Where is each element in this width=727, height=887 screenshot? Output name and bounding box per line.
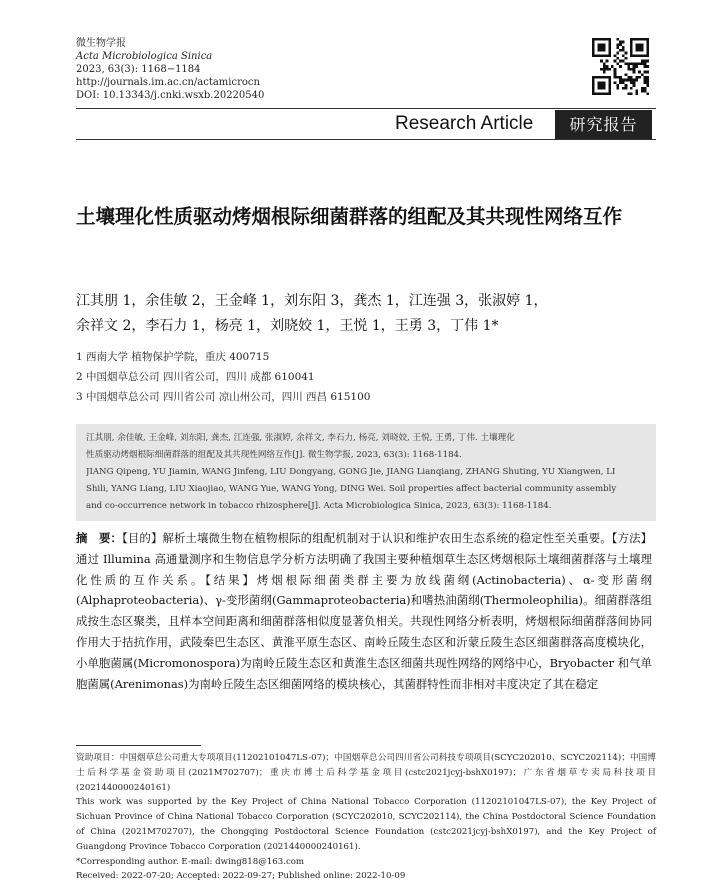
author-line-2: 余祥文 2，李石力 1，杨亮 1，刘晓姣 1，王悦 1，王勇 3，丁伟 1*: [76, 318, 499, 334]
funding-cn: 资助项目：中国烟草总公司重大专项项目(11202101047LS-07)；中国烟草总公司四川省公司科技专项项目(SCYC202010、SCYC202114)；中国博士后科学基金资助项目(2021M702707)；重庆市博士后科学基金项目(cstc2021jcyj-bshX0197)；广东省烟草专卖局科技项目(2021440000240161): [76, 753, 656, 793]
journal-header: [76, 37, 264, 102]
journal-volume: 2023, 63(3): 1168−1184: [76, 64, 201, 75]
journal-doi[interactable]: DOI: 10.13343/j.cnki.wsxb.20220540: [76, 90, 265, 101]
affiliation-3: 3 中国烟草总公司 四川省公司 凉山州公司，四川 西昌 615100: [76, 391, 371, 403]
footnotes: [76, 751, 656, 884]
abstract-label: 摘 要：: [76, 531, 123, 545]
article-title: 土壤理化性质驱动烤烟根际细菌群落的组配及其共现性网络互作: [76, 205, 623, 228]
journal-name-cn: 微生物学报: [76, 38, 126, 49]
abstract: [76, 528, 652, 694]
citation-line: 江其朋, 余佳敏, 王金峰, 刘东阳, 龚杰, 江连强, 张淑婷, 余祥文, 李石力, 杨亮, 刘晓姣, 王悦, 王勇, 丁伟. 土壤理化: [86, 433, 515, 443]
citation-line: JIANG Qipeng, YU Jiamin, WANG Jinfeng, LIU Dongyang, GONG Jie, JIANG Lianqiang, ZHANG Shuting, YU Xiangwen, LI: [86, 467, 616, 477]
funding-en: This work was supported by the Key Project of China National Tobacco Corporation (11202101047LS-07), the Key Project of Sichuan Province of China National Tobacco Corporation (SCYC202010, SCYC202114), the China Postdoctoral Science Foundation of China (2021M702707), the Chongqing Postdoctoral Science Foundation (cstc2021jcyj-bshX0197), and the Key Project of Guangdong Province Tobacco Corporation (2021440000240161).: [76, 797, 656, 852]
citation-line: 性质驱动烤烟根际细菌群落的组配及其共现性网络互作[J]. 微生物学报, 2023, 63(3): 1168-1184.: [86, 450, 462, 460]
citation-line: Shili, YANG Liang, LIU Xiaojiao, WANG Yue, WANG Yong, DING Wei. Soil properties affect bacterial community assembly: [86, 484, 617, 494]
qr-code-icon: [592, 38, 649, 95]
abstract-text: 【目的】解析土壤微生物在植物根际的组配机制对于认识和维护农田生态系统的稳定性至关重要。【方法】通过 Illumina 高通量测序和生物信息学分析方法明确了我国主要种植烟草生态区烤烟根际土壤细菌群落与土壤理化性质的互作关系。【结果】烤烟根际细菌类群主要为放线菌纲(Actinobacteria)、α-变形菌纲(Alphaproteobacteria)、γ-变形菌纲(Gammaproteobacteria)和嗜热油菌纲(Thermoleophilia)。细菌群落组成按生态区聚类，且样本空间距离和细菌群落相似度显著负相关。共现性网络分析表明，烤烟根际细菌群落间协同作用大于拮抗作用，武陵秦巴生态区、黄淮平原生态区、南岭丘陵生态区和沂蒙丘陵生态区细菌群落高度模块化，小单胞菌属(Micromonospora)为南岭丘陵生态区和黄淮生态区细菌共现性网络的网络中心，Bryobacter 和气单胞菌属(Arenimonas)为南岭丘陵生态区细菌网络的模块核心，其菌群特性而非相对丰度决定了其在稳定: [76, 531, 652, 691]
header-rule-bottom: [76, 139, 656, 140]
citation-box: [76, 424, 656, 521]
article-type-zh: 研究报告: [555, 110, 652, 139]
author-line-1: 江其朋 1，余佳敏 2，王金峰 1，刘东阳 3，龚杰 1，江连强 3，张淑婷 1，: [76, 293, 548, 309]
corresponding-author: *Corresponding author. E-mail: dwing818@163.com: [76, 856, 305, 867]
citation-line: and co-occurrence network in tobacco rhizosphere[J]. Acta Microbiologica Sinica, 2023, 63(3): 1168-1184.: [86, 501, 552, 511]
journal-name-en: Acta Microbiologica Sinica: [76, 51, 213, 62]
header-rule-top: [76, 108, 656, 109]
qr-modules: [592, 38, 649, 95]
article-type-en: Research Article: [395, 113, 534, 134]
received-dates: Received: 2022-07-20; Accepted: 2022-09-27; Published online: 2022-10-09: [76, 871, 406, 882]
affiliation-2: 2 中国烟草总公司 四川省公司，四川 成都 610041: [76, 371, 315, 383]
journal-url[interactable]: http://journals.im.ac.cn/actamicrocn: [76, 77, 260, 88]
footnote-rule: [76, 745, 201, 746]
affiliation-1: 1 西南大学 植物保护学院，重庆 400715: [76, 351, 270, 363]
author-list: [76, 289, 656, 339]
